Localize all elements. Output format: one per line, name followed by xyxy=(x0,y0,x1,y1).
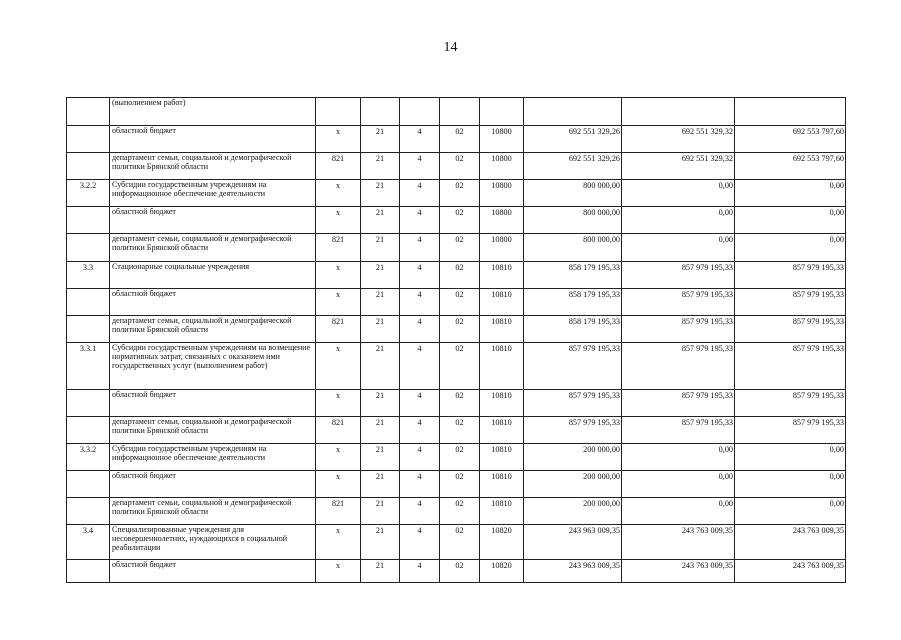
table-row xyxy=(67,417,846,444)
row-name-cell: департамент семьи, социальной и демографической политики Брянской области xyxy=(110,234,316,262)
code-pgp-cell: 4 xyxy=(400,417,440,444)
code-target-cell: 10800 xyxy=(480,126,524,153)
row-number-cell xyxy=(67,390,110,417)
sum-year3-cell: 0,00 xyxy=(735,180,846,207)
code-pgp-cell: 4 xyxy=(400,390,440,417)
code-event-cell: 02 xyxy=(440,417,480,444)
row-name-cell: областной бюджет xyxy=(110,471,316,498)
code-target-cell: 10800 xyxy=(480,153,524,180)
table-row xyxy=(67,471,846,498)
row-number-cell: 3.2.2 xyxy=(67,180,110,207)
sum-year3-cell: 0,00 xyxy=(735,444,846,471)
code-target-cell: 10810 xyxy=(480,498,524,525)
table-row xyxy=(67,390,846,417)
code-event-cell: 02 xyxy=(440,343,480,390)
code-pgp-cell xyxy=(400,98,440,126)
table-row xyxy=(67,525,846,560)
code-event-cell: 02 xyxy=(440,471,480,498)
sum-year3-cell: 243 763 009,35 xyxy=(735,560,846,583)
code-grbs-cell: x xyxy=(316,525,361,560)
sum-year2-cell: 857 979 195,33 xyxy=(622,262,735,289)
code-event-cell: 02 xyxy=(440,207,480,234)
table-row xyxy=(67,560,846,583)
row-number-cell xyxy=(67,289,110,316)
code-gp-cell: 21 xyxy=(361,207,400,234)
code-event-cell: 02 xyxy=(440,390,480,417)
sum-year1-cell: 857 979 195,33 xyxy=(524,390,622,417)
sum-year3-cell: 0,00 xyxy=(735,471,846,498)
row-name-cell: Специализированные учреждения для несовершеннолетних, нуждающихся в социальной реабилитации xyxy=(110,525,316,560)
code-pgp-cell: 4 xyxy=(400,262,440,289)
row-number-cell: 3.3.2 xyxy=(67,444,110,471)
sum-year2-cell: 0,00 xyxy=(622,444,735,471)
table-row xyxy=(67,234,846,262)
code-target-cell: 10810 xyxy=(480,417,524,444)
code-event-cell: 02 xyxy=(440,560,480,583)
sum-year3-cell xyxy=(735,98,846,126)
sum-year2-cell: 0,00 xyxy=(622,234,735,262)
code-target-cell: 10820 xyxy=(480,560,524,583)
table-row xyxy=(67,207,846,234)
row-number-cell xyxy=(67,417,110,444)
sum-year1-cell: 800 000,00 xyxy=(524,180,622,207)
code-grbs-cell: x xyxy=(316,343,361,390)
sum-year2-cell: 243 763 009,35 xyxy=(622,525,735,560)
code-event-cell: 02 xyxy=(440,498,480,525)
budget-table xyxy=(66,97,846,583)
code-grbs-cell: 821 xyxy=(316,153,361,180)
sum-year1-cell: 692 551 329,26 xyxy=(524,126,622,153)
code-grbs-cell: 821 xyxy=(316,498,361,525)
code-event-cell xyxy=(440,98,480,126)
row-number-cell xyxy=(67,498,110,525)
row-number-cell xyxy=(67,126,110,153)
sum-year3-cell: 692 553 797,60 xyxy=(735,126,846,153)
sum-year3-cell: 0,00 xyxy=(735,498,846,525)
code-gp-cell: 21 xyxy=(361,126,400,153)
row-name-cell: Субсидии государственным учреждениям на информационное обеспечение деятельности xyxy=(110,180,316,207)
table-row xyxy=(67,289,846,316)
row-number-cell xyxy=(67,153,110,180)
page-number: 14 xyxy=(443,40,458,55)
sum-year1-cell: 858 179 195,33 xyxy=(524,289,622,316)
table-row xyxy=(67,98,846,126)
code-gp-cell: 21 xyxy=(361,560,400,583)
code-pgp-cell: 4 xyxy=(400,153,440,180)
table-row xyxy=(67,126,846,153)
code-event-cell: 02 xyxy=(440,262,480,289)
sum-year3-cell: 692 553 797,60 xyxy=(735,153,846,180)
code-grbs-cell: x xyxy=(316,207,361,234)
sum-year1-cell: 200 000,00 xyxy=(524,498,622,525)
row-number-cell xyxy=(67,234,110,262)
code-event-cell: 02 xyxy=(440,153,480,180)
code-grbs-cell: 821 xyxy=(316,316,361,343)
code-gp-cell: 21 xyxy=(361,471,400,498)
code-grbs-cell: x xyxy=(316,289,361,316)
sum-year3-cell: 857 979 195,33 xyxy=(735,289,846,316)
code-pgp-cell: 4 xyxy=(400,316,440,343)
sum-year3-cell: 857 979 195,33 xyxy=(735,316,846,343)
sum-year2-cell: 0,00 xyxy=(622,471,735,498)
code-pgp-cell: 4 xyxy=(400,126,440,153)
sum-year2-cell: 857 979 195,33 xyxy=(622,289,735,316)
code-gp-cell: 21 xyxy=(361,289,400,316)
row-number-cell: 3.4 xyxy=(67,525,110,560)
sum-year1-cell: 800 000,00 xyxy=(524,234,622,262)
sum-year2-cell: 692 551 329,32 xyxy=(622,153,735,180)
row-number-cell xyxy=(67,560,110,583)
sum-year1-cell: 858 179 195,33 xyxy=(524,316,622,343)
sum-year1-cell: 200 000,00 xyxy=(524,444,622,471)
sum-year1-cell: 200 000,00 xyxy=(524,471,622,498)
code-target-cell: 10800 xyxy=(480,207,524,234)
sum-year1-cell: 857 979 195,33 xyxy=(524,417,622,444)
code-target-cell: 10800 xyxy=(480,234,524,262)
sum-year2-cell: 0,00 xyxy=(622,207,735,234)
code-gp-cell: 21 xyxy=(361,180,400,207)
code-gp-cell: 21 xyxy=(361,525,400,560)
row-name-cell: департамент семьи, социальной и демографической политики Брянской области xyxy=(110,316,316,343)
code-gp-cell xyxy=(361,98,400,126)
sum-year2-cell: 0,00 xyxy=(622,498,735,525)
row-number-cell xyxy=(67,207,110,234)
sum-year3-cell: 857 979 195,33 xyxy=(735,417,846,444)
table-row xyxy=(67,153,846,180)
code-target-cell: 10810 xyxy=(480,316,524,343)
sum-year3-cell: 857 979 195,33 xyxy=(735,262,846,289)
row-name-cell: департамент семьи, социальной и демографической политики Брянской области xyxy=(110,153,316,180)
table-row xyxy=(67,498,846,525)
row-number-cell xyxy=(67,316,110,343)
row-name-cell: департамент семьи, социальной и демографической политики Брянской области xyxy=(110,498,316,525)
code-event-cell: 02 xyxy=(440,289,480,316)
code-gp-cell: 21 xyxy=(361,417,400,444)
sum-year1-cell xyxy=(524,98,622,126)
sum-year1-cell: 857 979 195,33 xyxy=(524,343,622,390)
code-target-cell xyxy=(480,98,524,126)
table-body xyxy=(67,98,846,583)
table-row xyxy=(67,316,846,343)
row-number-cell xyxy=(67,471,110,498)
table-row xyxy=(67,343,846,390)
code-target-cell: 10810 xyxy=(480,390,524,417)
code-pgp-cell: 4 xyxy=(400,234,440,262)
code-pgp-cell: 4 xyxy=(400,471,440,498)
code-gp-cell: 21 xyxy=(361,498,400,525)
code-event-cell: 02 xyxy=(440,180,480,207)
sum-year3-cell: 243 763 009,35 xyxy=(735,525,846,560)
code-pgp-cell: 4 xyxy=(400,180,440,207)
code-grbs-cell: x xyxy=(316,390,361,417)
code-target-cell: 10810 xyxy=(480,262,524,289)
row-name-cell: (выполнением работ) xyxy=(110,98,316,126)
code-target-cell: 10810 xyxy=(480,343,524,390)
row-number-cell: 3.3 xyxy=(67,262,110,289)
code-target-cell: 10810 xyxy=(480,289,524,316)
code-grbs-cell: x xyxy=(316,180,361,207)
row-name-cell: Субсидии государственным учреждениям на возмещение нормативных затрат, связанных с оказанием ими государственных услуг (выполнением работ) xyxy=(110,343,316,390)
code-gp-cell: 21 xyxy=(361,444,400,471)
code-grbs-cell xyxy=(316,98,361,126)
code-pgp-cell: 4 xyxy=(400,525,440,560)
code-gp-cell: 21 xyxy=(361,316,400,343)
code-target-cell: 10800 xyxy=(480,180,524,207)
code-event-cell: 02 xyxy=(440,316,480,343)
code-gp-cell: 21 xyxy=(361,262,400,289)
sum-year2-cell: 0,00 xyxy=(622,180,735,207)
code-pgp-cell: 4 xyxy=(400,498,440,525)
code-gp-cell: 21 xyxy=(361,153,400,180)
row-name-cell: областной бюджет xyxy=(110,560,316,583)
row-name-cell: Субсидии государственным учреждениям на информационное обеспечение деятельности xyxy=(110,444,316,471)
row-name-cell: областной бюджет xyxy=(110,207,316,234)
code-event-cell: 02 xyxy=(440,126,480,153)
sum-year2-cell xyxy=(622,98,735,126)
sum-year3-cell: 857 979 195,33 xyxy=(735,343,846,390)
sum-year2-cell: 857 979 195,33 xyxy=(622,316,735,343)
code-grbs-cell: x xyxy=(316,444,361,471)
code-grbs-cell: 821 xyxy=(316,234,361,262)
row-name-cell: Стационарные социальные учреждения xyxy=(110,262,316,289)
row-name-cell: областной бюджет xyxy=(110,126,316,153)
sum-year2-cell: 857 979 195,33 xyxy=(622,343,735,390)
code-grbs-cell: 821 xyxy=(316,417,361,444)
code-target-cell: 10810 xyxy=(480,471,524,498)
sum-year1-cell: 243 963 009,35 xyxy=(524,560,622,583)
row-number-cell: 3.3.1 xyxy=(67,343,110,390)
sum-year2-cell: 243 763 009,35 xyxy=(622,560,735,583)
code-gp-cell: 21 xyxy=(361,343,400,390)
sum-year3-cell: 0,00 xyxy=(735,207,846,234)
code-gp-cell: 21 xyxy=(361,390,400,417)
code-grbs-cell: x xyxy=(316,471,361,498)
code-pgp-cell: 4 xyxy=(400,444,440,471)
code-grbs-cell: x xyxy=(316,560,361,583)
sum-year1-cell: 692 551 329,26 xyxy=(524,153,622,180)
code-event-cell: 02 xyxy=(440,525,480,560)
code-grbs-cell: x xyxy=(316,262,361,289)
row-number-cell xyxy=(67,98,110,126)
sum-year1-cell: 858 179 195,33 xyxy=(524,262,622,289)
code-event-cell: 02 xyxy=(440,234,480,262)
code-grbs-cell: x xyxy=(316,126,361,153)
code-event-cell: 02 xyxy=(440,444,480,471)
row-name-cell: областной бюджет xyxy=(110,289,316,316)
code-target-cell: 10810 xyxy=(480,444,524,471)
table-row xyxy=(67,444,846,471)
sum-year2-cell: 857 979 195,33 xyxy=(622,417,735,444)
sum-year3-cell: 0,00 xyxy=(735,234,846,262)
table-row xyxy=(67,180,846,207)
row-name-cell: областной бюджет xyxy=(110,390,316,417)
code-pgp-cell: 4 xyxy=(400,207,440,234)
code-pgp-cell: 4 xyxy=(400,289,440,316)
row-name-cell: департамент семьи, социальной и демографической политики Брянской области xyxy=(110,417,316,444)
code-pgp-cell: 4 xyxy=(400,343,440,390)
code-target-cell: 10820 xyxy=(480,525,524,560)
code-pgp-cell: 4 xyxy=(400,560,440,583)
sum-year2-cell: 857 979 195,33 xyxy=(622,390,735,417)
code-gp-cell: 21 xyxy=(361,234,400,262)
sum-year1-cell: 800 000,00 xyxy=(524,207,622,234)
sum-year3-cell: 857 979 195,33 xyxy=(735,390,846,417)
table-row xyxy=(67,262,846,289)
sum-year1-cell: 243 963 009,35 xyxy=(524,525,622,560)
sum-year2-cell: 692 551 329,32 xyxy=(622,126,735,153)
